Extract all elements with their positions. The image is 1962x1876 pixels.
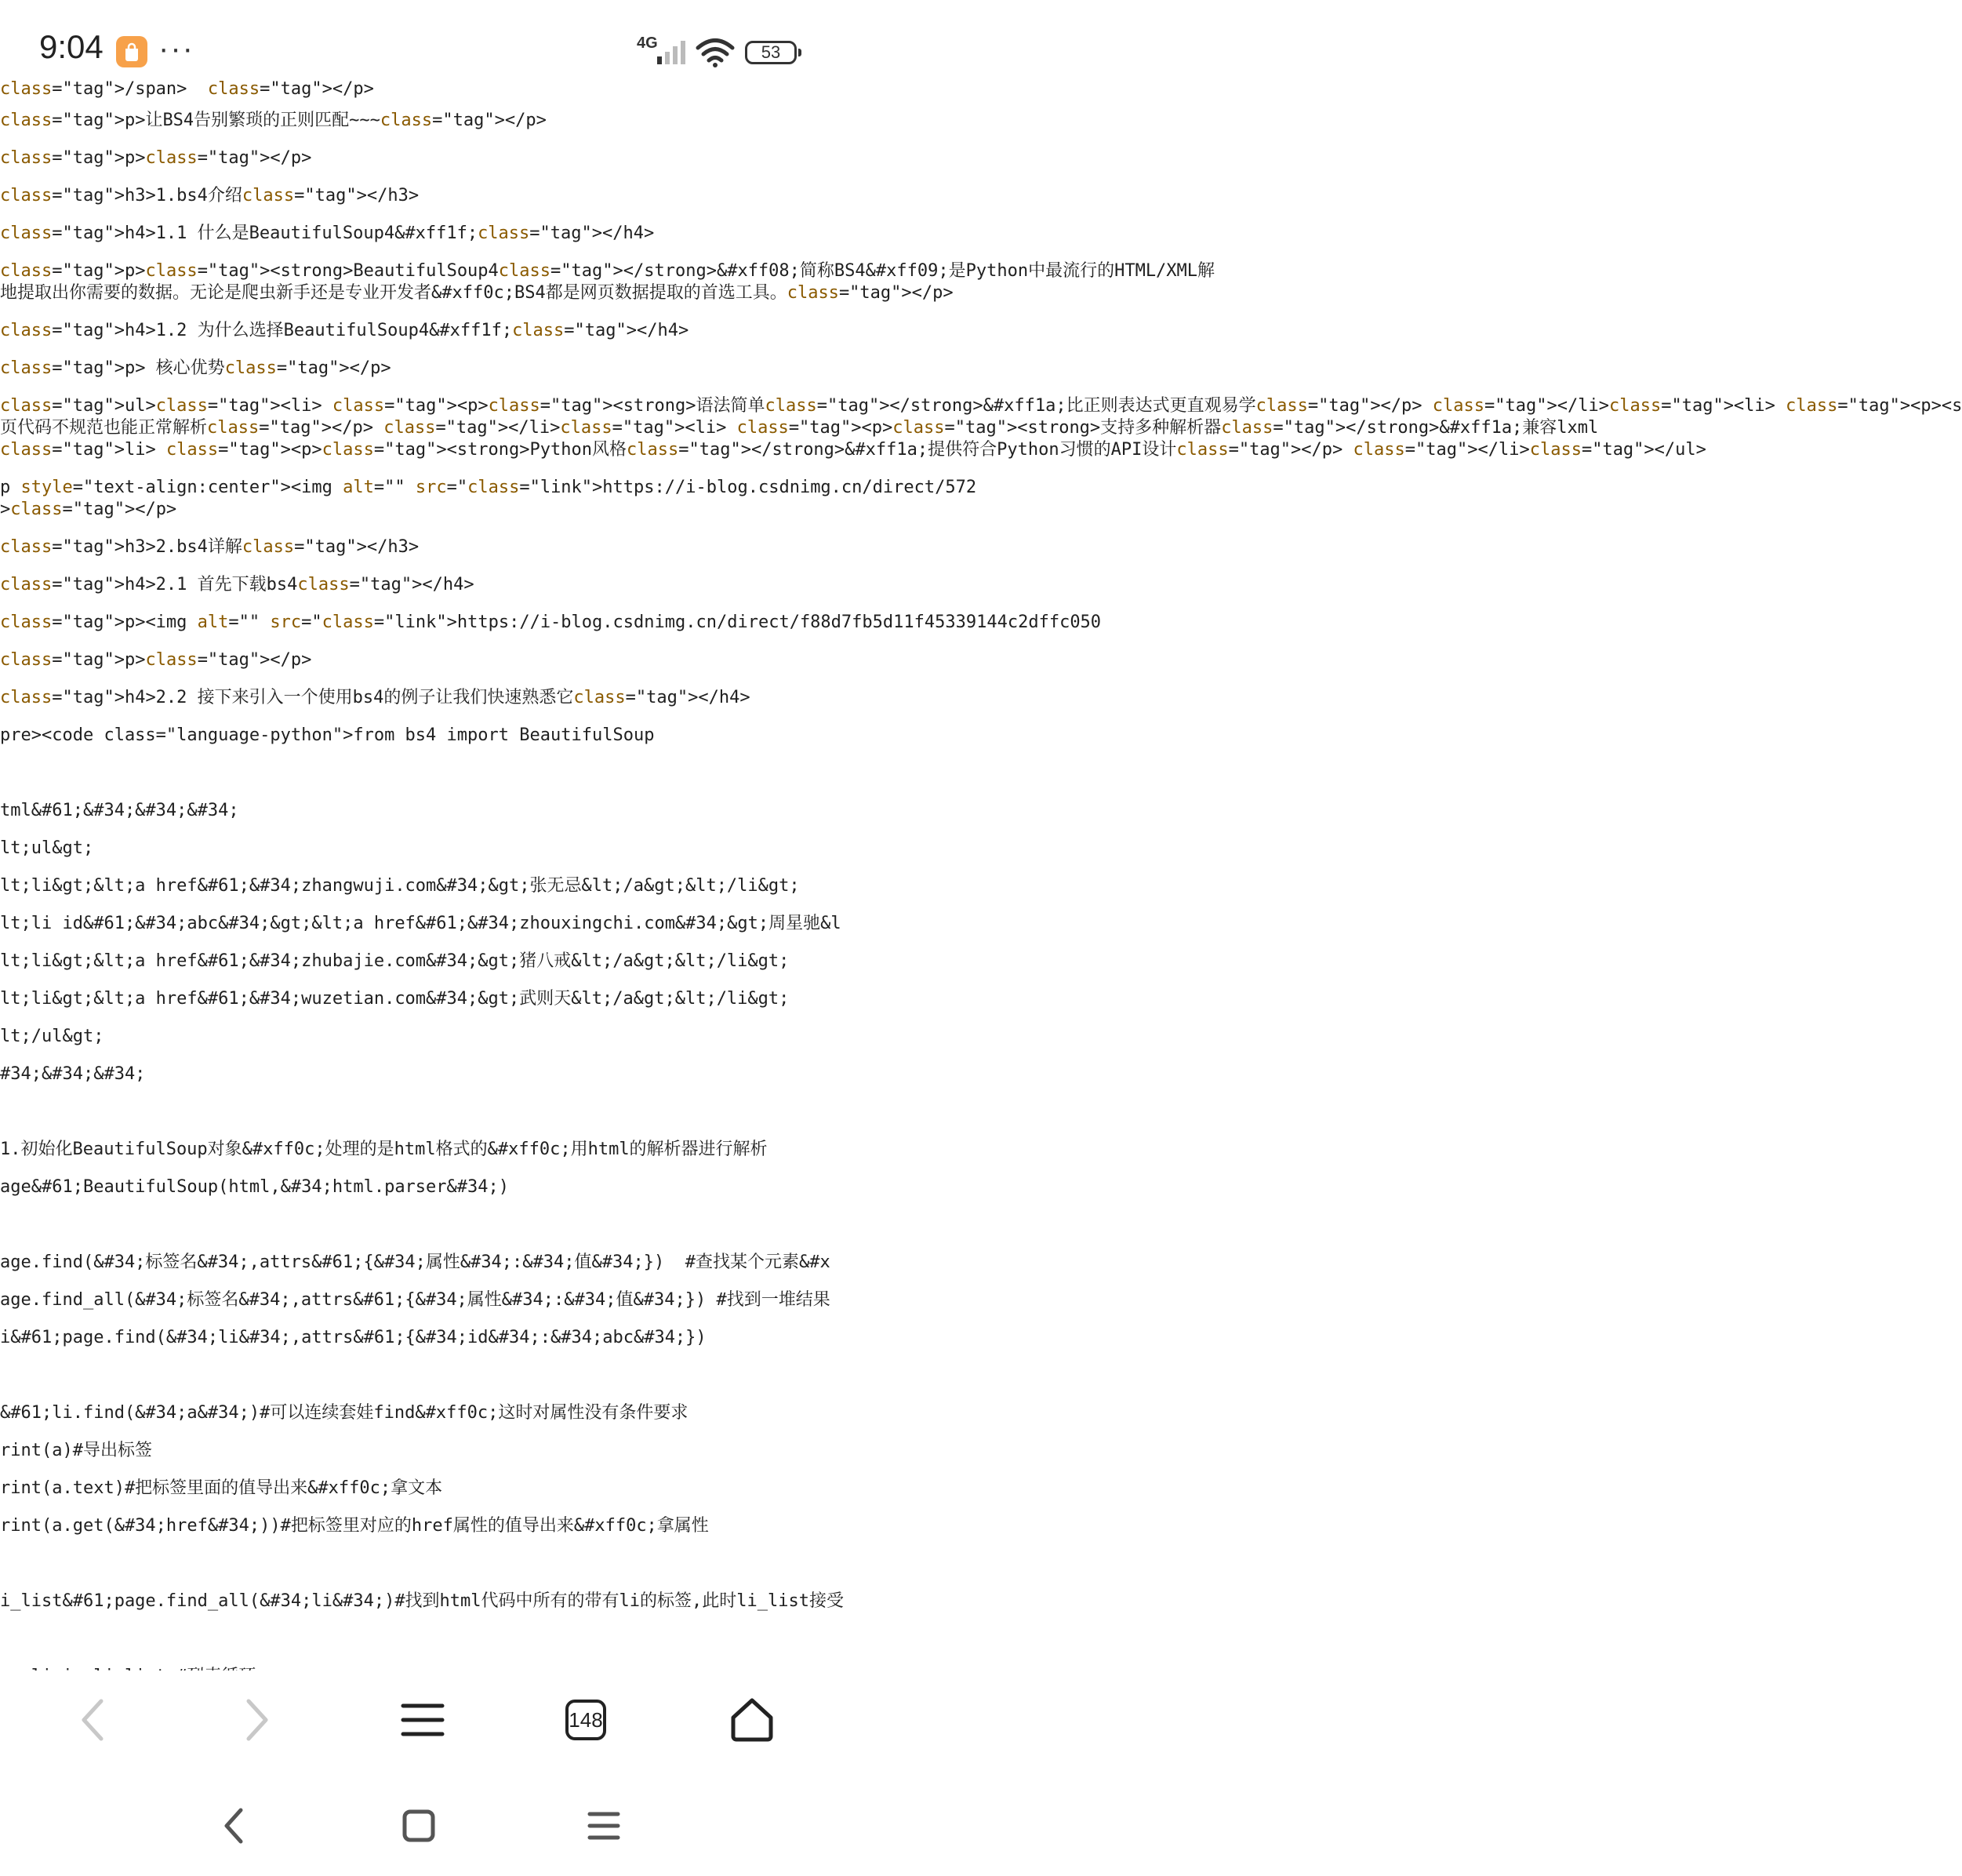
code-line: class="tag">p><img alt="" src="class="link">https://i-blog.csdnimg.cn/direct/f88d7fb5d11f45339144c2dffc050 [0, 613, 1102, 632]
code-line: class="tag">p> 核心优势class="tag"></p> [0, 358, 391, 378]
code-line: class="tag">h3>2.bs4详解class="tag"></h3> [0, 537, 420, 557]
code-line: lt;li&gt;&lt;a href&#61;&#34;zhubajie.com&#34;&gt;猪八戒&lt;/a&gt;&lt;/li&gt; [0, 951, 790, 971]
back-arrow-icon[interactable] [66, 1692, 121, 1747]
code-line: rint(a)#导出标签 [0, 1441, 152, 1460]
code-line: class="tag">p>class="tag"><strong>BeautifulSoup4class="tag"></strong>&#xff08;简称BS4&#xff09;是Python中最流行的HTML/XML解 [0, 261, 1215, 281]
tabs-count: 148 [565, 1700, 606, 1740]
status-bar [0, 0, 847, 86]
clock: 9:04 [39, 28, 104, 65]
nav-back-icon[interactable] [210, 1802, 257, 1849]
page-source-view[interactable] [0, 78, 1962, 1678]
code-line: age&#61;BeautifulSoup(html,&#34;html.parser&#34;) [0, 1177, 510, 1197]
code-line: lt;li&gt;&lt;a href&#61;&#34;wuzetian.com&#34;&gt;武则天&lt;/a&gt;&lt;/li&gt; [0, 989, 790, 1009]
code-line: lt;li id&#61;&#34;abc&#34;&gt;&lt;a href&#61;&#34;zhouxingchi.com&#34;&gt;周星驰&l [0, 914, 841, 933]
network-type: 4G [637, 35, 658, 52]
code-line: lt;/ul&gt; [0, 1027, 104, 1046]
code-line: i&#61;page.find(&#34;li&#34;,attrs&#61;{&#34;id&#34;:&#34;abc&#34;}) [0, 1328, 707, 1347]
code-line: i_list&#61;page.find_all(&#34;li&#34;)#找到html代码中所有的带有li的标签,此时li_list接受 [0, 1591, 844, 1611]
code-line: class="tag">p>class="tag"></p> [0, 650, 312, 670]
code-line: 页代码不规范也能正常解析class="tag"></p> class="tag"></li>class="tag"><li> class="tag"><p>class="tag"><strong>支持多种解析器class="tag"></strong>&#xff1a;兼容lxml [0, 418, 1599, 438]
code-line: pre><code class="language-python">from bs4 import BeautifulSoup [0, 725, 655, 745]
code-line: class="tag">p>class="tag"></p> [0, 148, 312, 168]
code-line: 地提取出你需要的数据。无论是爬虫新手还是专业开发者&#xff0c;BS4都是网页数据提取的首选工具。class="tag"></p> [0, 283, 954, 303]
app-notification-icon [116, 36, 147, 67]
code-line: class="tag">h4>2.2 接下来引入一个使用bs4的例子让我们快速熟悉它class="tag"></h4> [0, 688, 750, 707]
code-line: lt;ul&gt; [0, 838, 94, 858]
code-line: rint(a.text)#把标签里面的值导出来&#xff0c;拿文本 [0, 1478, 443, 1498]
code-line: p style="text-align:center"><img alt="" src="class="link">https://i-blog.csdnimg.cn/direct/572 [0, 478, 977, 497]
code-line: class="tag">p>让BS4告别繁琐的正则匹配~~~class="tag"></p> [0, 111, 547, 130]
code-line: age.find(&#34;标签名&#34;,attrs&#61;{&#34;属性&#34;:&#34;值&#34;}) #查找某个元素&#x [0, 1252, 830, 1272]
menu-icon[interactable] [395, 1692, 450, 1747]
code-line: #34;&#34;&#34; [0, 1064, 146, 1084]
system-navigation-bar [0, 1780, 847, 1876]
code-line: class="tag">h3>1.bs4介绍class="tag"></h3> [0, 186, 420, 205]
nav-recents-icon[interactable] [580, 1802, 627, 1849]
code-line: class="tag">/span> class="tag"></p> [0, 79, 374, 99]
code-line: class="tag">h4>2.1 首先下载bs4class="tag"></h4> [0, 575, 474, 594]
code-line: class="tag">h4>1.2 为什么选择BeautifulSoup4&#xff1f;class="tag"></h4> [0, 321, 689, 340]
nav-home-icon[interactable] [395, 1802, 442, 1849]
signal-icon [656, 39, 689, 64]
forward-arrow-icon[interactable] [229, 1692, 284, 1747]
battery-icon: 53 [745, 41, 797, 64]
code-line: &#61;li.find(&#34;a&#34;)#可以连续套娃find&#xff0c;这时对属性没有条件要求 [0, 1403, 689, 1423]
code-line: lt;li&gt;&lt;a href&#61;&#34;zhangwuji.com&#34;&gt;张无忌&lt;/a&gt;&lt;/li&gt; [0, 876, 800, 896]
tabs-button[interactable] [558, 1692, 613, 1747]
browser-toolbar [0, 1671, 847, 1765]
code-line: age.find_all(&#34;标签名&#34;,attrs&#61;{&#34;属性&#34;:&#34;值&#34;}) #找到一堆结果 [0, 1290, 830, 1310]
code-line: rint(a.get(&#34;href&#34;))#把标签里对应的href属性的值导出来&#xff0c;拿属性 [0, 1516, 709, 1536]
code-line: 1.初始化BeautifulSoup对象&#xff0c;处理的是html格式的&#xff0c;用html的解析器进行解析 [0, 1140, 768, 1159]
code-line: class="tag">li> class="tag"><p>class="tag"><strong>Python风格class="tag"></strong>&#xff1a;提供符合Python习惯的API设计class="tag"></p> class="tag"></li>class="tag"></ul> [0, 440, 1706, 460]
code-line: tml&#61;&#34;&#34;&#34; [0, 801, 239, 820]
more-notifications-icon: ··· [158, 31, 194, 66]
home-icon[interactable] [725, 1692, 779, 1747]
code-line: class="tag">h4>1.1 什么是BeautifulSoup4&#xff1f;class="tag"></h4> [0, 224, 655, 243]
code-line: class="tag">ul>class="tag"><li> class="tag"><p>class="tag"><strong>语法简单class="tag"></strong>&#xff1a;比正则表达式更直观易学class="tag"></p> class="tag"></li>class="tag"><li> class="tag"><p><s [0, 396, 1962, 416]
wifi-icon [696, 38, 735, 67]
code-line: >class="tag"></p> [0, 500, 177, 519]
